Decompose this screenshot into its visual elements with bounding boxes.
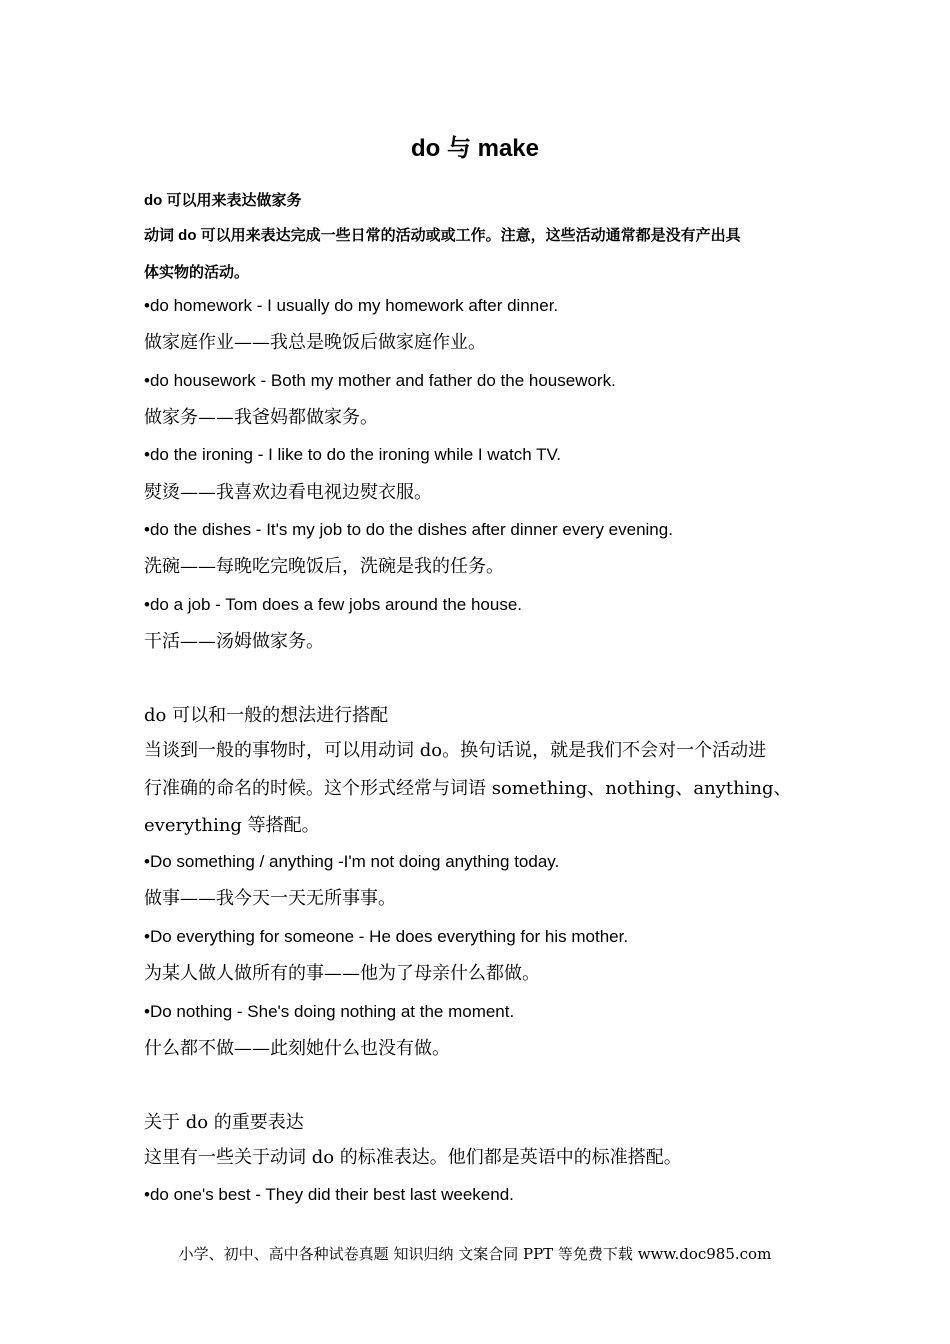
example-en: •do homework - I usually do my homework after dinner. xyxy=(144,296,559,315)
example-en: •do a job - Tom does a few jobs around the house. xyxy=(144,595,522,614)
example-en: •Do nothing - She's doing nothing at the moment. xyxy=(144,1002,515,1021)
section1-heading: do 可以用来表达做家务 xyxy=(144,192,302,209)
section2-intro-line3: everything 等搭配。 xyxy=(144,815,320,836)
page-footer: 小学、初中、高中各种试卷真题 知识归纳 文案合同 PPT 等免费下载 www.doc985.com xyxy=(178,1245,772,1263)
example-zh: 做事——我今天一天无所事事。 xyxy=(144,888,396,909)
example-zh: 做家庭作业——我总是晚饭后做家庭作业。 xyxy=(144,332,486,353)
section2-heading: do 可以和一般的想法进行搭配 xyxy=(144,705,389,726)
example-en: •do one's best - They did their best last weekend. xyxy=(144,1185,514,1204)
example-zh: 什么都不做——此刻她什么也没有做。 xyxy=(144,1038,450,1059)
section1-intro-line2: 体实物的活动。 xyxy=(144,264,250,281)
example-en: •do the ironing - I like to do the ironing while I watch TV. xyxy=(144,445,562,464)
example-zh: 干活——汤姆做家务。 xyxy=(144,631,324,652)
section1-intro-line1: 动词 do 可以用来表达完成一些日常的活动或或工作。注意，这些活动通常都是没有产出具 xyxy=(144,227,741,244)
example-en: •Do something / anything -I'm not doing anything today. xyxy=(144,852,560,871)
example-zh: 洗碗——每晚吃完晚饭后，洗碗是我的任务。 xyxy=(144,556,504,577)
example-zh: 为某人做人做所有的事——他为了母亲什么都做。 xyxy=(144,963,540,984)
example-en: •Do everything for someone - He does everything for his mother. xyxy=(144,927,629,946)
example-en: •do the dishes - It's my job to do the dishes after dinner every evening. xyxy=(144,520,673,539)
section3-heading: 关于 do 的重要表达 xyxy=(144,1112,304,1133)
example-zh: 熨烫——我喜欢边看电视边熨衣服。 xyxy=(144,482,432,503)
section2-intro-line2: 行准确的命名的时候。这个形式经常与词语 something、nothing、anything、 xyxy=(144,778,792,799)
page-title: do 与 make xyxy=(410,135,540,162)
example-en: •do housework - Both my mother and father do the housework. xyxy=(144,371,616,390)
section2-intro-line1: 当谈到一般的事物时，可以用动词 do。换句话说，就是我们不会对一个活动进 xyxy=(144,740,767,761)
example-zh: 做家务——我爸妈都做家务。 xyxy=(144,407,378,428)
section3-intro-line1: 这里有一些关于动词 do 的标准表达。他们都是英语中的标准搭配。 xyxy=(144,1147,682,1168)
